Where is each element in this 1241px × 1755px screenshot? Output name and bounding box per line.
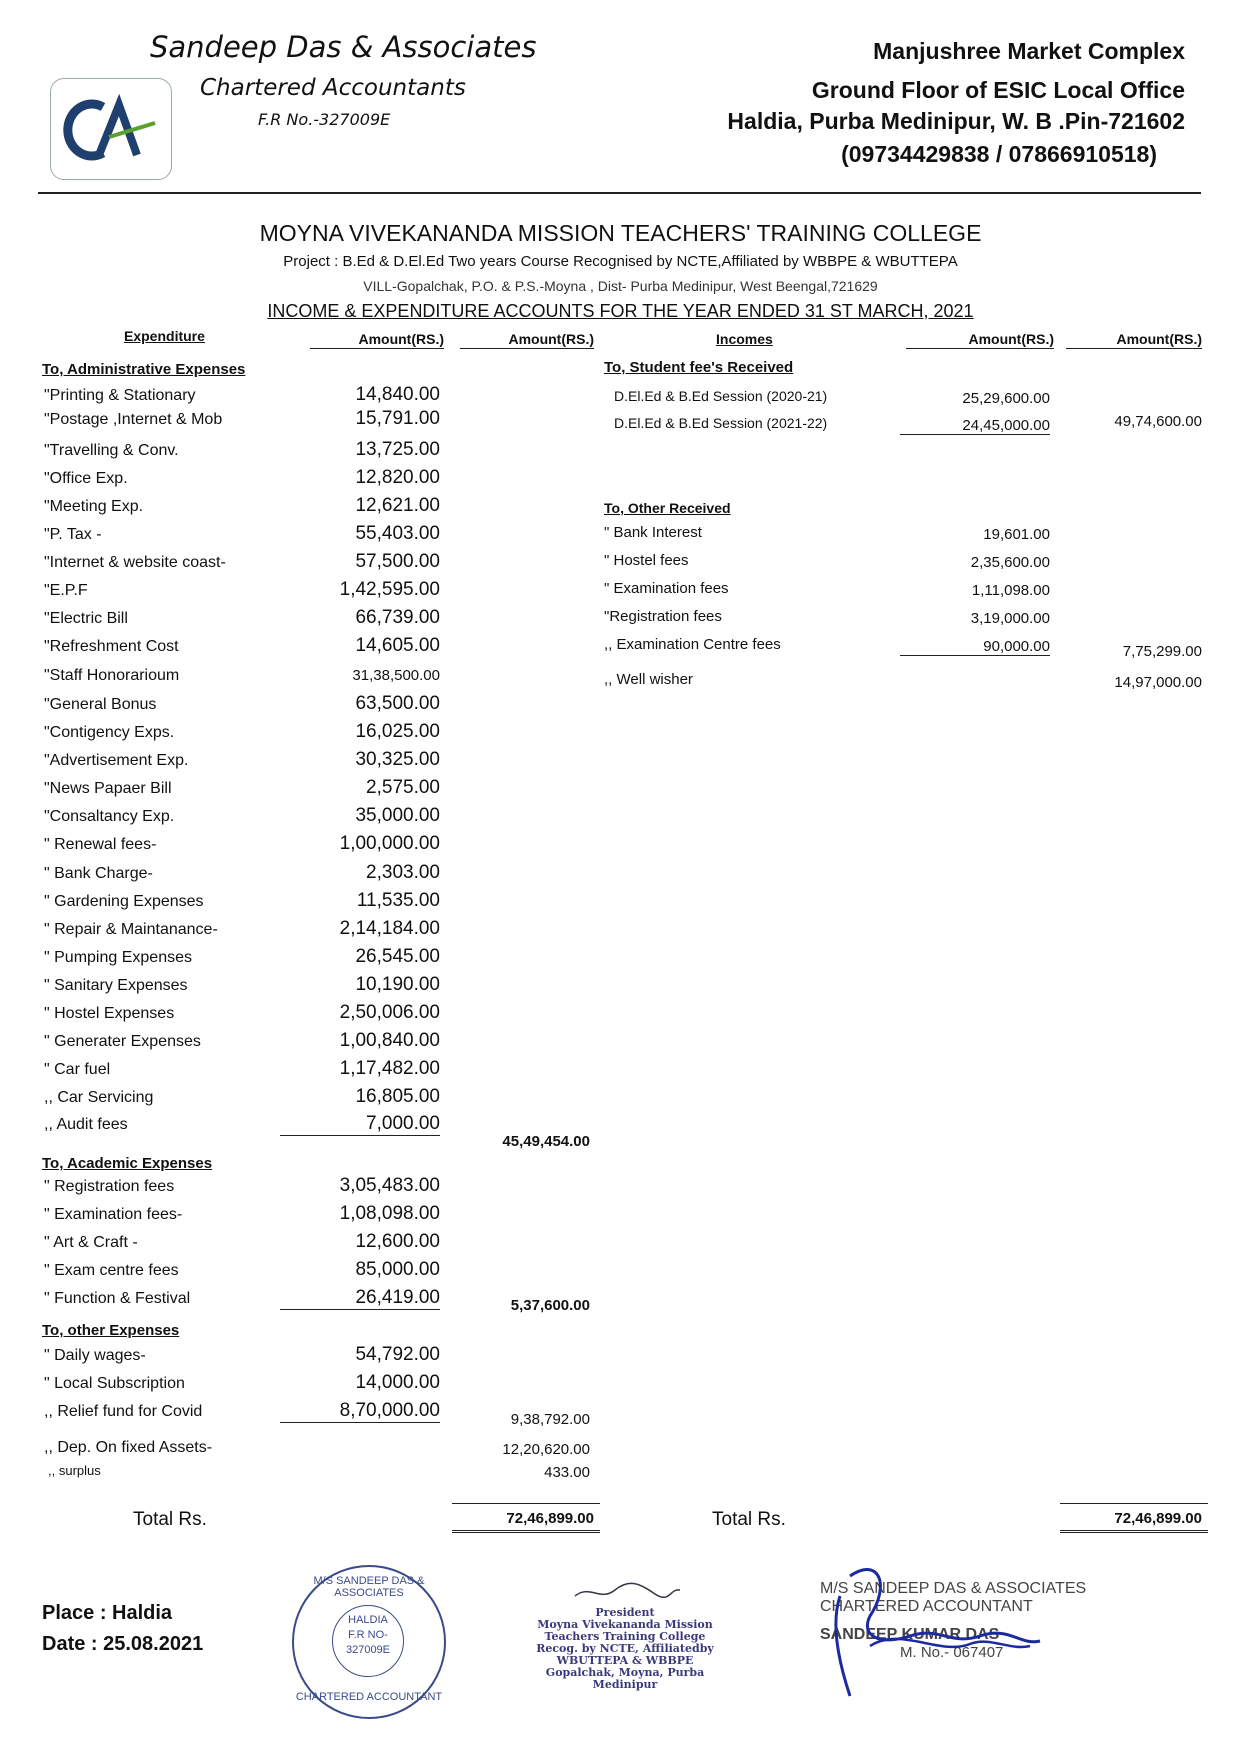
other-income-total: 7,75,299.00 (1122, 643, 1202, 660)
ca-seal-line-3: SANDEEP KUMAR DAS (820, 1626, 1000, 1643)
expense-label: "News Papaer Bill (44, 780, 172, 797)
ca-logo (50, 78, 172, 180)
expense-amount: 1,42,595.00 (339, 579, 440, 600)
ca-logo-icon (51, 79, 171, 179)
stamp-inner-text (338, 1613, 398, 1658)
expense-label: "P. Tax - (44, 526, 102, 543)
expenditure-total-label: Total Rs. (133, 1509, 207, 1530)
expense-amount: 55,403.00 (355, 523, 440, 544)
income-amount: 2,35,600.00 (970, 554, 1050, 571)
header-amount-2: Amount(RS.) (460, 331, 594, 349)
college-address: VILL-Gopalchak, P.O. & P.S.-Moyna , Dist- Purba Medinipur, West Beengal,721629 (363, 278, 878, 294)
expense-amount: 13,725.00 (355, 439, 440, 460)
depreciation-amount: 12,20,620.00 (502, 1441, 590, 1458)
income-amount: 1,11,098.00 (971, 582, 1050, 599)
header-incomes: Incomes (716, 331, 773, 347)
header-amount-3: Amount(RS.) (906, 331, 1054, 349)
income-label: " Bank Interest (604, 524, 702, 541)
income-label: " Examination fees (604, 580, 729, 597)
expense-amount: 2,303.00 (366, 862, 440, 883)
ca-seal-line-2: CHARTERED ACCOUNTANT (820, 1598, 1033, 1615)
expense-label: " Generater Expenses (44, 1033, 201, 1050)
expense-label: " Daily wages- (44, 1347, 146, 1364)
surplus-label: ,, surplus (48, 1463, 101, 1478)
expense-label: " Pumping Expenses (44, 949, 192, 966)
expense-label: "Electric Bill (44, 610, 128, 627)
income-amount: 25,29,600.00 (962, 390, 1050, 407)
header-amount-4: Amount(RS.) (1066, 331, 1202, 349)
firm-name: Sandeep Das & Associates (150, 30, 537, 64)
income-label: " Hostel fees (604, 552, 689, 569)
project-line: Project : B.Ed & D.El.Ed Two years Course Recognised by NCTE,Affiliated by WBBPE & WBUTTEPA (283, 253, 958, 270)
date-text: Date : 25.08.2021 (42, 1633, 204, 1655)
address-line-3: Haldia, Purba Medinipur, W. B .Pin-721602 (727, 108, 1185, 134)
expense-amount: 14,840.00 (355, 384, 440, 405)
income-amount: 90,000.00 (900, 638, 1050, 656)
stamp-inner-line: F.R NO- (348, 1629, 388, 1641)
firm-round-stamp (292, 1565, 446, 1719)
expense-label: " Repair & Maintanance- (44, 921, 218, 938)
expense-label: " Function & Festival (44, 1290, 191, 1307)
college-title: MOYNA VIVEKANANDA MISSION TEACHERS' TRAINING COLLEGE (259, 220, 982, 246)
stamp-inner-line: HALDIA (348, 1614, 388, 1626)
income-label: "Registration fees (604, 608, 722, 625)
expense-amount: 16,805.00 (355, 1086, 440, 1107)
expense-label: "Staff Honorarioum (44, 667, 180, 684)
expense-label: " Registration fees (44, 1178, 175, 1195)
ca-seal-line-1: M/S SANDEEP DAS & ASSOCIATES (820, 1580, 1087, 1597)
address-line-1: Manjushree Market Complex (873, 38, 1185, 64)
stamp-bottom-text: CHARTERED ACCOUNTANT (295, 1691, 443, 1703)
firm-subtitle: Chartered Accountants (200, 75, 466, 101)
expense-amount: 1,00,840.00 (339, 1030, 440, 1051)
expense-label: "Office Exp. (44, 470, 128, 487)
expense-label: ,, Audit fees (44, 1116, 128, 1133)
expense-label: " Exam centre fees (44, 1262, 179, 1279)
income-amount: 19,601.00 (983, 526, 1050, 543)
other-total: 9,38,792.00 (510, 1411, 590, 1428)
income-label: D.El.Ed & B.Ed Session (2020-21) (614, 388, 828, 404)
expense-amount: 1,08,098.00 (339, 1203, 440, 1224)
wellwisher-label: ,, Well wisher (604, 671, 693, 688)
expense-label: " Car fuel (44, 1061, 111, 1078)
section-other-income-title: To, Other Received (604, 500, 731, 516)
expense-label: "Travelling & Conv. (44, 442, 179, 459)
header-expenditure: Expenditure (124, 328, 205, 344)
expense-amount: 12,600.00 (355, 1231, 440, 1252)
ca-signature-seal (820, 1580, 1120, 1661)
surplus-amount: 433.00 (544, 1464, 590, 1481)
expense-amount: 7,000.00 (280, 1113, 440, 1136)
expense-label: " Renewal fees- (44, 836, 157, 853)
expense-amount: 2,575.00 (366, 777, 440, 798)
expense-amount: 35,000.00 (355, 805, 440, 826)
expense-label: " Local Subscription (44, 1375, 185, 1392)
header-divider (38, 192, 1201, 194)
expense-amount: 10,190.00 (355, 974, 440, 995)
expense-amount: 15,791.00 (355, 408, 440, 429)
expense-amount: 26,545.00 (355, 946, 440, 967)
president-line: Recog. by NCTE, Affiliatedby (536, 1642, 714, 1655)
expense-label: "Contigency Exps. (44, 724, 175, 741)
president-line: Moyna Vivekananda Mission (537, 1618, 713, 1631)
expense-amount: 26,419.00 (280, 1287, 440, 1310)
section-fee-title: To, Student fee's Received (604, 359, 794, 376)
expense-amount: 85,000.00 (355, 1259, 440, 1280)
expense-amount: 8,70,000.00 (280, 1400, 440, 1423)
expense-label: ,, Relief fund for Covid (44, 1403, 203, 1420)
expense-label: "Printing & Stationary (44, 387, 196, 404)
expense-amount: 14,605.00 (355, 635, 440, 656)
expense-amount: 1,17,482.00 (339, 1058, 440, 1079)
expense-amount: 63,500.00 (355, 693, 440, 714)
firm-registration: F.R No.-327009E (258, 110, 391, 129)
depreciation-label: ,, Dep. On fixed Assets- (44, 1439, 213, 1456)
stamp-outer-text: M/S SANDEEP DAS & ASSOCIATES (313, 1575, 425, 1599)
expense-label: " Bank Charge- (44, 865, 153, 882)
expense-label: " Sanitary Expenses (44, 977, 188, 994)
section-admin-title: To, Administrative Expenses (42, 361, 246, 378)
expense-label: " Art & Craft - (44, 1234, 138, 1251)
income-grand-total: 72,46,899.00 (1060, 1503, 1208, 1533)
expenditure-grand-total: 72,46,899.00 (452, 1503, 600, 1533)
section-other-title: To, other Expenses (42, 1322, 180, 1339)
expense-amount: 57,500.00 (355, 551, 440, 572)
stamp-inner-line: 327009E (345, 1644, 391, 1656)
section-academic-title: To, Academic Expenses (42, 1155, 213, 1172)
expense-label: " Examination fees- (44, 1206, 183, 1223)
ca-seal-line-4: M. No.- 067407 (900, 1644, 1004, 1661)
expense-label: "Refreshment Cost (44, 638, 179, 655)
ca-signature-icon (820, 1556, 1100, 1716)
expense-amount: 66,739.00 (355, 607, 440, 628)
fee-total: 49,74,600.00 (1114, 413, 1202, 430)
income-amount: 3,19,000.00 (970, 610, 1050, 627)
income-amount: 24,45,000.00 (900, 417, 1050, 435)
expense-amount: 30,325.00 (355, 749, 440, 770)
place-text: Place : Haldia (42, 1602, 173, 1624)
expense-amount: 2,14,184.00 (339, 918, 440, 939)
academic-total: 5,37,600.00 (510, 1297, 590, 1314)
expense-label: "General Bonus (44, 696, 157, 713)
expense-label: ,, Car Servicing (44, 1089, 154, 1106)
expense-amount: 1,00,000.00 (339, 833, 440, 854)
president-seal (520, 1580, 730, 1691)
president-line: Teachers Training College (544, 1630, 706, 1643)
expense-amount: 12,621.00 (355, 495, 440, 516)
president-line: WBUTTEPA & WBBPE (556, 1654, 694, 1667)
income-label: ,, Examination Centre fees (604, 636, 781, 653)
expense-amount: 14,000.00 (355, 1372, 440, 1393)
expense-amount: 31,38,500.00 (352, 667, 440, 684)
expense-label: "Meeting Exp. (44, 498, 144, 515)
expense-label: "Postage ,Internet & Mob (44, 411, 223, 428)
expense-amount: 11,535.00 (356, 890, 440, 911)
expense-label: "E.P.F (44, 582, 88, 599)
wellwisher-amount: 14,97,000.00 (1114, 674, 1202, 691)
expense-label: " Gardening Expenses (44, 893, 204, 910)
president-signature-icon (565, 1580, 685, 1604)
income-label: D.El.Ed & B.Ed Session (2021-22) (614, 415, 828, 431)
income-total-label: Total Rs. (712, 1509, 786, 1530)
header-amount-1: Amount(RS.) (310, 331, 444, 349)
expense-amount: 16,025.00 (355, 721, 440, 742)
expense-amount: 3,05,483.00 (339, 1175, 440, 1196)
expense-label: "Internet & website coast- (44, 554, 226, 571)
expense-label: "Consaltancy Exp. (44, 808, 175, 825)
expense-amount: 2,50,006.00 (339, 1002, 440, 1023)
president-line: Gopalchak, Moyna, Purba Medinipur (545, 1666, 705, 1691)
expense-label: " Hostel Expenses (44, 1005, 175, 1022)
address-line-2: Ground Floor of ESIC Local Office (811, 77, 1185, 103)
address-phone: (09734429838 / 07866910518) (841, 141, 1157, 167)
statement-title: INCOME & EXPENDITURE ACCOUNTS FOR THE YEAR ENDED 31 ST MARCH, 2021 (267, 301, 974, 321)
president-label: President (595, 1606, 655, 1619)
admin-total: 45,49,454.00 (502, 1133, 590, 1150)
expense-label: "Advertisement Exp. (44, 752, 189, 769)
expense-amount: 54,792.00 (355, 1344, 440, 1365)
expense-amount: 12,820.00 (355, 467, 440, 488)
